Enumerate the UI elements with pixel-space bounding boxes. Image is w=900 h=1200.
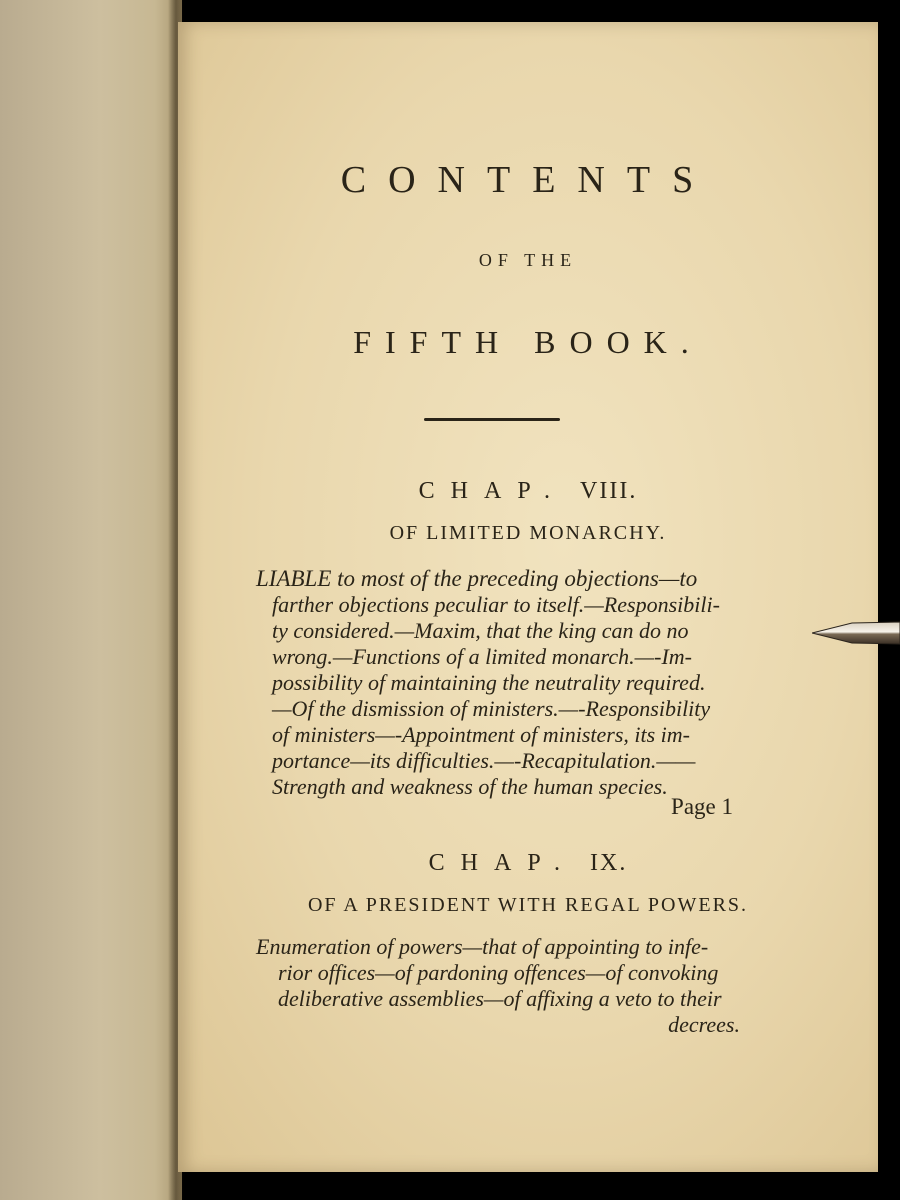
summary-line: deliberative assemblies—of affixing a veto to their bbox=[278, 986, 722, 1011]
summary-line: ty considered.—Maxim, that the king can do no bbox=[272, 618, 689, 643]
chapter-9-title: OF A PRESIDENT WITH REGAL POWERS. bbox=[307, 894, 749, 916]
chapter-8-title: OF LIMITED MONARCHY. bbox=[389, 522, 667, 544]
summary-line: portance—its difficulties.—-Recapitulation.—— bbox=[272, 748, 696, 773]
book-page bbox=[178, 22, 878, 1172]
summary-line: rior offices—of pardoning offences—of convoking bbox=[278, 960, 719, 985]
summary-line: LIABLE to most of the preceding objections—to bbox=[256, 566, 698, 591]
chapter-label: CHAP. bbox=[418, 478, 567, 504]
summary-line: Strength and weakness of the human species. bbox=[272, 774, 668, 799]
summary-line: farther objections peculiar to itself.—Responsibili- bbox=[272, 592, 720, 617]
chapter-8-summary bbox=[256, 566, 720, 800]
chapter-number: IX. bbox=[590, 850, 628, 876]
left-page bbox=[0, 0, 182, 1200]
of-the-heading: OF THE bbox=[478, 250, 578, 270]
summary-line: wrong.—Functions of a limited monarch.—-Im- bbox=[272, 644, 693, 669]
summary-line: decrees. bbox=[668, 1012, 740, 1037]
summary-line: possibility of maintaining the neutrality required. bbox=[272, 670, 706, 695]
summary-line: —Of the dismission of ministers.—-Responsibility bbox=[272, 696, 711, 721]
summary-line: of ministers—-Appointment of ministers, its im- bbox=[272, 722, 690, 747]
summary-line: Enumeration of powers—that of appointing to infe- bbox=[256, 934, 709, 959]
page-pointer-icon bbox=[812, 618, 900, 648]
chapter-9-summary bbox=[256, 934, 740, 1038]
chapter-8-heading bbox=[178, 478, 878, 505]
chapter-number: VIII. bbox=[580, 478, 638, 504]
book-heading: FIFTH BOOK. bbox=[353, 324, 703, 360]
contents-title: CONTENTS bbox=[340, 159, 716, 201]
ornamental-rule bbox=[424, 418, 560, 421]
chapter-9-heading bbox=[178, 850, 878, 877]
page-reference: Page 1 bbox=[671, 794, 733, 819]
chapter-label: CHAP. bbox=[428, 850, 577, 876]
